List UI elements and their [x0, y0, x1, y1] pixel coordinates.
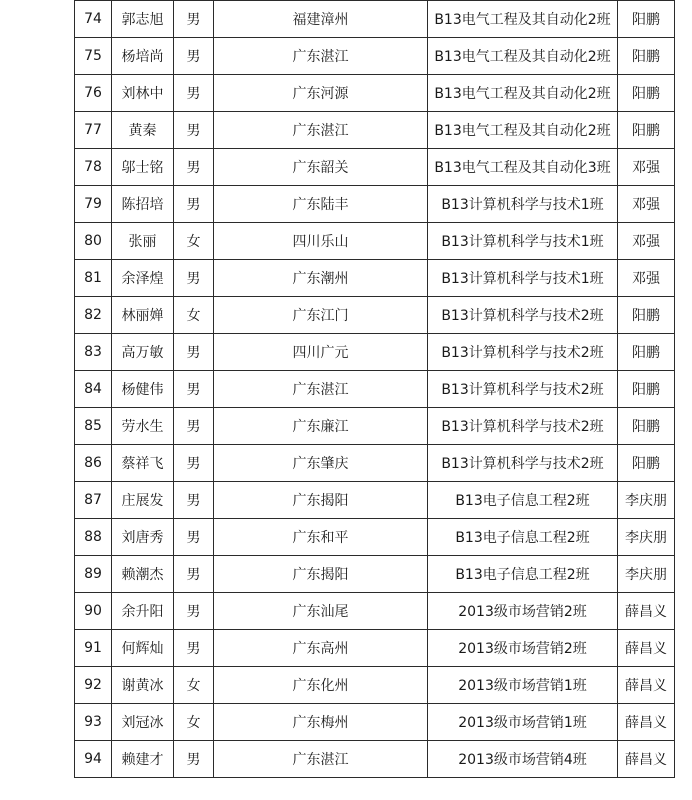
hometown-cell: 广东梅州 [214, 704, 428, 741]
row-number-cell: 86 [75, 445, 112, 482]
row-number-cell: 91 [75, 630, 112, 667]
hometown-cell: 广东湛江 [214, 112, 428, 149]
advisor-cell: 阳鹏 [618, 371, 675, 408]
gender-cell: 男 [174, 408, 214, 445]
row-number-cell: 76 [75, 75, 112, 112]
class-cell: 2013级市场营销2班 [428, 593, 618, 630]
student-name-cell: 余升阳 [112, 593, 174, 630]
row-number-cell: 92 [75, 667, 112, 704]
class-cell: B13计算机科学与技术1班 [428, 186, 618, 223]
hometown-cell: 广东揭阳 [214, 556, 428, 593]
student-name-cell: 张丽 [112, 223, 174, 260]
student-name-cell: 林丽婵 [112, 297, 174, 334]
gender-cell: 男 [174, 741, 214, 778]
hometown-cell: 广东和平 [214, 519, 428, 556]
gender-cell: 男 [174, 371, 214, 408]
advisor-cell: 薛昌义 [618, 741, 675, 778]
gender-cell: 男 [174, 593, 214, 630]
hometown-cell: 四川广元 [214, 334, 428, 371]
student-name-cell: 杨培尚 [112, 38, 174, 75]
advisor-cell: 邓强 [618, 223, 675, 260]
class-cell: B13电气工程及其自动化2班 [428, 112, 618, 149]
row-number-cell: 75 [75, 38, 112, 75]
class-cell: B13电气工程及其自动化3班 [428, 149, 618, 186]
advisor-cell: 薛昌义 [618, 704, 675, 741]
table-row [75, 519, 675, 556]
student-name-cell: 陈招培 [112, 186, 174, 223]
gender-cell: 男 [174, 445, 214, 482]
row-number-cell: 87 [75, 482, 112, 519]
row-number-cell: 88 [75, 519, 112, 556]
gender-cell: 女 [174, 704, 214, 741]
student-table-body [75, 1, 675, 778]
hometown-cell: 广东肇庆 [214, 445, 428, 482]
student-name-cell: 刘林中 [112, 75, 174, 112]
table-row [75, 75, 675, 112]
class-cell: B13电子信息工程2班 [428, 556, 618, 593]
table-row [75, 186, 675, 223]
class-cell: B13计算机科学与技术1班 [428, 260, 618, 297]
hometown-cell: 广东湛江 [214, 38, 428, 75]
advisor-cell: 邓强 [618, 149, 675, 186]
table-row [75, 667, 675, 704]
advisor-cell: 邓强 [618, 260, 675, 297]
hometown-cell: 广东高州 [214, 630, 428, 667]
student-name-cell: 何辉灿 [112, 630, 174, 667]
hometown-cell: 广东韶关 [214, 149, 428, 186]
gender-cell: 男 [174, 186, 214, 223]
student-name-cell: 刘冠冰 [112, 704, 174, 741]
class-cell: 2013级市场营销1班 [428, 704, 618, 741]
table-row [75, 593, 675, 630]
table-row [75, 704, 675, 741]
class-cell: B13计算机科学与技术2班 [428, 371, 618, 408]
student-name-cell: 赖潮杰 [112, 556, 174, 593]
advisor-cell: 阳鹏 [618, 1, 675, 38]
hometown-cell: 广东汕尾 [214, 593, 428, 630]
gender-cell: 男 [174, 334, 214, 371]
table-row [75, 1, 675, 38]
gender-cell: 男 [174, 482, 214, 519]
advisor-cell: 阳鹏 [618, 38, 675, 75]
table-row [75, 112, 675, 149]
row-number-cell: 74 [75, 1, 112, 38]
row-number-cell: 79 [75, 186, 112, 223]
hometown-cell: 广东湛江 [214, 371, 428, 408]
gender-cell: 男 [174, 519, 214, 556]
class-cell: B13电子信息工程2班 [428, 482, 618, 519]
advisor-cell: 阳鹏 [618, 75, 675, 112]
class-cell: 2013级市场营销1班 [428, 667, 618, 704]
class-cell: B13电气工程及其自动化2班 [428, 75, 618, 112]
table-row [75, 556, 675, 593]
class-cell: B13电气工程及其自动化2班 [428, 38, 618, 75]
class-cell: B13电气工程及其自动化2班 [428, 1, 618, 38]
table-row [75, 371, 675, 408]
table-row [75, 223, 675, 260]
table-row [75, 297, 675, 334]
advisor-cell: 薛昌义 [618, 593, 675, 630]
row-number-cell: 94 [75, 741, 112, 778]
class-cell: B13计算机科学与技术2班 [428, 334, 618, 371]
row-number-cell: 89 [75, 556, 112, 593]
hometown-cell: 广东河源 [214, 75, 428, 112]
student-name-cell: 郭志旭 [112, 1, 174, 38]
gender-cell: 男 [174, 556, 214, 593]
student-name-cell: 谢黄冰 [112, 667, 174, 704]
advisor-cell: 李庆朋 [618, 482, 675, 519]
gender-cell: 女 [174, 667, 214, 704]
hometown-cell: 四川乐山 [214, 223, 428, 260]
student-name-cell: 高万敏 [112, 334, 174, 371]
student-name-cell: 余泽煌 [112, 260, 174, 297]
table-row [75, 408, 675, 445]
student-name-cell: 刘唐秀 [112, 519, 174, 556]
row-number-cell: 93 [75, 704, 112, 741]
advisor-cell: 李庆朋 [618, 556, 675, 593]
row-number-cell: 81 [75, 260, 112, 297]
class-cell: B13计算机科学与技术2班 [428, 297, 618, 334]
row-number-cell: 85 [75, 408, 112, 445]
gender-cell: 男 [174, 1, 214, 38]
advisor-cell: 阳鹏 [618, 408, 675, 445]
advisor-cell: 邓强 [618, 186, 675, 223]
row-number-cell: 83 [75, 334, 112, 371]
advisor-cell: 阳鹏 [618, 334, 675, 371]
advisor-cell: 阳鹏 [618, 297, 675, 334]
row-number-cell: 77 [75, 112, 112, 149]
advisor-cell: 阳鹏 [618, 445, 675, 482]
hometown-cell: 福建漳州 [214, 1, 428, 38]
student-name-cell: 杨健伟 [112, 371, 174, 408]
advisor-cell: 薛昌义 [618, 667, 675, 704]
student-name-cell: 劳水生 [112, 408, 174, 445]
class-cell: B13计算机科学与技术2班 [428, 408, 618, 445]
row-number-cell: 90 [75, 593, 112, 630]
hometown-cell: 广东湛江 [214, 741, 428, 778]
gender-cell: 男 [174, 260, 214, 297]
student-name-cell: 邬士铭 [112, 149, 174, 186]
gender-cell: 男 [174, 112, 214, 149]
class-cell: B13计算机科学与技术1班 [428, 223, 618, 260]
table-row [75, 741, 675, 778]
row-number-cell: 82 [75, 297, 112, 334]
student-name-cell: 黄秦 [112, 112, 174, 149]
row-number-cell: 78 [75, 149, 112, 186]
table-row [75, 630, 675, 667]
hometown-cell: 广东廉江 [214, 408, 428, 445]
hometown-cell: 广东潮州 [214, 260, 428, 297]
class-cell: B13电子信息工程2班 [428, 519, 618, 556]
student-name-cell: 赖建才 [112, 741, 174, 778]
row-number-cell: 80 [75, 223, 112, 260]
table-row [75, 260, 675, 297]
advisor-cell: 薛昌义 [618, 630, 675, 667]
table-row [75, 149, 675, 186]
advisor-cell: 阳鹏 [618, 112, 675, 149]
class-cell: 2013级市场营销4班 [428, 741, 618, 778]
class-cell: B13计算机科学与技术2班 [428, 445, 618, 482]
student-table [74, 0, 675, 778]
hometown-cell: 广东化州 [214, 667, 428, 704]
student-name-cell: 蔡祥飞 [112, 445, 174, 482]
hometown-cell: 广东揭阳 [214, 482, 428, 519]
student-name-cell: 庄展发 [112, 482, 174, 519]
gender-cell: 男 [174, 75, 214, 112]
class-cell: 2013级市场营销2班 [428, 630, 618, 667]
gender-cell: 女 [174, 223, 214, 260]
gender-cell: 男 [174, 149, 214, 186]
gender-cell: 男 [174, 38, 214, 75]
hometown-cell: 广东陆丰 [214, 186, 428, 223]
advisor-cell: 李庆朋 [618, 519, 675, 556]
table-row [75, 482, 675, 519]
row-number-cell: 84 [75, 371, 112, 408]
gender-cell: 女 [174, 297, 214, 334]
student-table-page [74, 0, 667, 778]
table-row [75, 334, 675, 371]
gender-cell: 男 [174, 630, 214, 667]
table-row [75, 445, 675, 482]
table-row [75, 38, 675, 75]
hometown-cell: 广东江门 [214, 297, 428, 334]
